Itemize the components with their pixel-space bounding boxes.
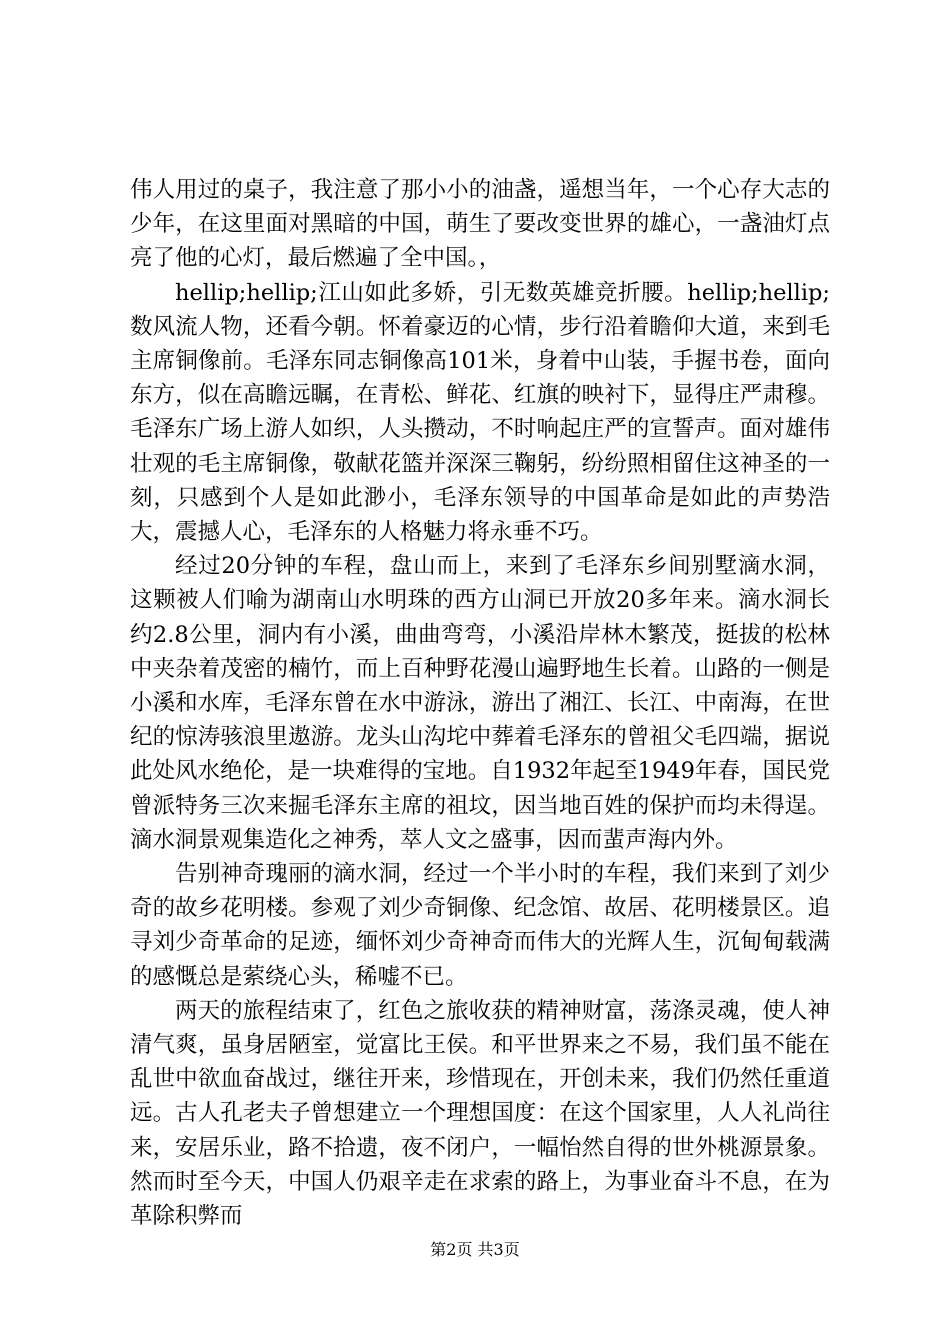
paragraph-mao-statue: hellip;hellip;江山如此多娇，引无数英雄竞折腰。hellip;hellip;数风流人物，还看今朝。怀着豪迈的心情，步行沿着瞻仰大道，来到毛主席铜像前。毛泽东同志铜像高101米，身着中山装，手握书卷，面向东方，似在高瞻远瞩，在青松、鲜花、红旗的映衬下，显得庄严肃穆。毛泽东广场上游人如织，人头攒动，不时响起庄严的宣誓声。面对雄伟壮观的毛主席铜像，敬献花篮并深深三鞠躬，纷纷照相留住这神圣的一刻，只感到个人是如此渺小，毛泽东领导的中国革命是如此的声势浩大，震撼人心，毛泽东的人格魅力将永垂不巧。 <box>130 279 830 546</box>
paragraph-conclusion: 两天的旅程结束了，红色之旅收获的精神财富，荡涤灵魂，使人神清气爽，虽身居陋室，觉富比王侯。和平世界来之不易，我们虽不能在乱世中欲血奋战过，继往开来，珍惜现在，开创未来，我们仍然任重道远。古人孔老夫子曾想建立一个理想国度：在这个国家里，人人礼尚往来，安居乐业，路不拾遗，夜不闭户，一幅怡然自得的世外桃源景象。然而时至今天，中国人仍艰辛走在求索的路上，为事业奋斗不息，在为革除积弊而 <box>130 997 830 1230</box>
paragraph-continuation: 伟人用过的桌子，我注意了那小小的油盏，遥想当年，一个心存大志的少年，在这里面对黑暗的中国，萌生了要改变世界的雄心，一盏油灯点亮了他的心灯，最后燃遍了全中国。， <box>130 177 830 272</box>
paragraph-huaminglou: 告别神奇瑰丽的滴水洞，经过一个半小时的车程，我们来到了刘少奇的故乡花明楼。参观了刘少奇铜像、纪念馆、故居、花明楼景区。追寻刘少奇革命的足迹，缅怀刘少奇神奇而伟大的光辉人生，沉甸甸载满的感慨总是萦绕心头，稀嘘不已。 <box>130 861 830 990</box>
page-footer <box>0 1240 950 1260</box>
paragraph-dishui-cave: 经过20分钟的车程，盘山而上，来到了毛泽东乡间别墅滴水洞，这颗被人们喻为湖南山水明珠的西方山洞已开放20多年来。滴水洞长约2.8公里，洞内有小溪，曲曲弯弯，小溪沿岸林木繁茂，挺拔的松林中夹杂着茂密的楠竹，而上百种野花漫山遍野地生长着。山路的一侧是小溪和水库，毛泽东曾在水中游泳，游出了湘江、长江、中南海，在世纪的惊涛骇浪里遨游。龙头山沟坨中葬着毛泽东的曾祖父毛四端，据说此处风水绝伦，是一块难得的宝地。自1932年起至1949年春，国民党曾派特务三次来掘毛泽东主席的祖坟，因当地百姓的保护而均未得逞。滴水洞景观集造化之神秀，萃人文之盛事，因而蜚声海内外。 <box>130 553 830 853</box>
page-number-label: 第2页 共3页 <box>430 1240 520 1259</box>
document-body <box>130 173 830 1233</box>
